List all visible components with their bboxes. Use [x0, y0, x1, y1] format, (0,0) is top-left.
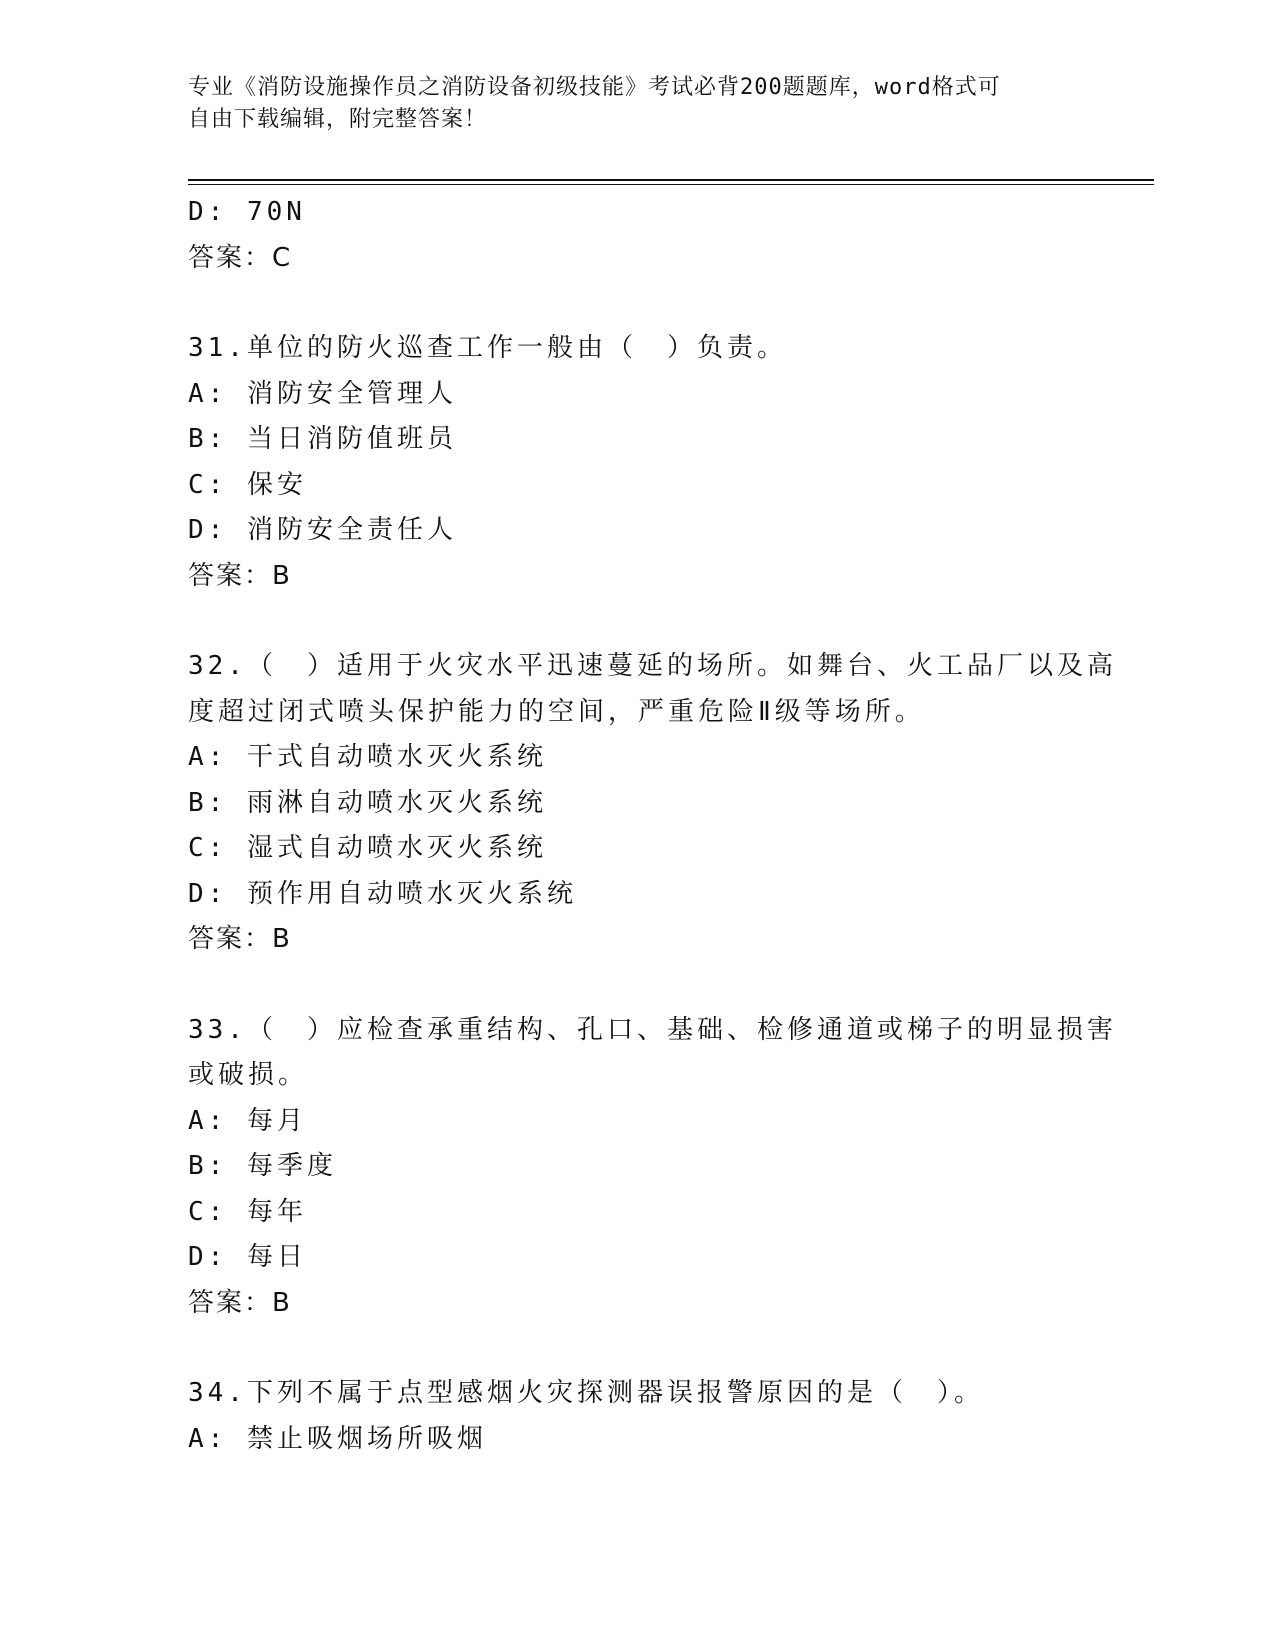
option-c: C: 湿式自动喷水灭火系统 — [188, 833, 547, 863]
question-list — [188, 190, 1117, 1462]
option-c: C: 每年 — [188, 1196, 307, 1227]
header-line-2: 自由下载编辑，附完整答案！ — [188, 107, 488, 132]
question-gap — [188, 1326, 1088, 1371]
question-34 — [188, 1371, 1088, 1462]
question-stem-line-1: 32.（ ）适用于火灾水平迅速蔓延的场所。如舞台、火工品厂以及高 — [188, 651, 1117, 681]
header-divider-thick — [188, 179, 1154, 181]
option-a: A: 每月 — [188, 1105, 307, 1136]
option-b: B: 雨淋自动喷水灭火系统 — [188, 787, 547, 818]
question-answer: 答案：B — [188, 924, 292, 954]
question-stem: 31.单位的防火巡查工作一般由（ ）负责。 — [188, 333, 787, 363]
question-31 — [188, 326, 1088, 599]
question-gap — [188, 281, 1088, 326]
question-stem-line-1: 33.（ ）应检查承重结构、孔口、基础、检修通道或梯子的明显损害 — [188, 1014, 1117, 1045]
option-d: D: 预作用自动喷水灭火系统 — [188, 878, 577, 909]
header-divider-thin — [188, 184, 1154, 185]
page-header — [188, 72, 1088, 136]
option-b: B: 每季度 — [188, 1151, 337, 1181]
option-d: D: 每日 — [188, 1242, 307, 1272]
question-stem-line-2: 或破损。 — [188, 1060, 309, 1090]
question-answer: 答案：B — [188, 560, 292, 591]
option-d: D: 消防安全责任人 — [188, 515, 457, 545]
option-a: A: 消防安全管理人 — [188, 378, 457, 409]
option-a: A: 干式自动喷水灭火系统 — [188, 742, 547, 772]
question-32 — [188, 644, 1117, 963]
question-stem-line-2: 度超过闭式喷头保护能力的空间，严重危险Ⅱ级等场所。 — [188, 696, 925, 727]
question-gap — [188, 963, 1088, 1008]
option-c: C: 保安 — [188, 469, 307, 500]
header-line-1: 专业《消防设施操作员之消防设备初级技能》考试必背200题题库，word格式可 — [188, 75, 1001, 100]
carry-option-d: D: 70N — [188, 197, 306, 227]
carry-answer: 答案：C — [188, 242, 293, 273]
option-a: A: 禁止吸烟场所吸烟 — [188, 1423, 487, 1454]
question-answer: 答案：B — [188, 1287, 292, 1318]
question-stem: 34.下列不属于点型感烟火灾探测器误报警原因的是（ ）。 — [188, 1378, 984, 1408]
question-33 — [188, 1008, 1117, 1327]
option-b: B: 当日消防值班员 — [188, 424, 457, 454]
question-gap — [188, 599, 1088, 644]
